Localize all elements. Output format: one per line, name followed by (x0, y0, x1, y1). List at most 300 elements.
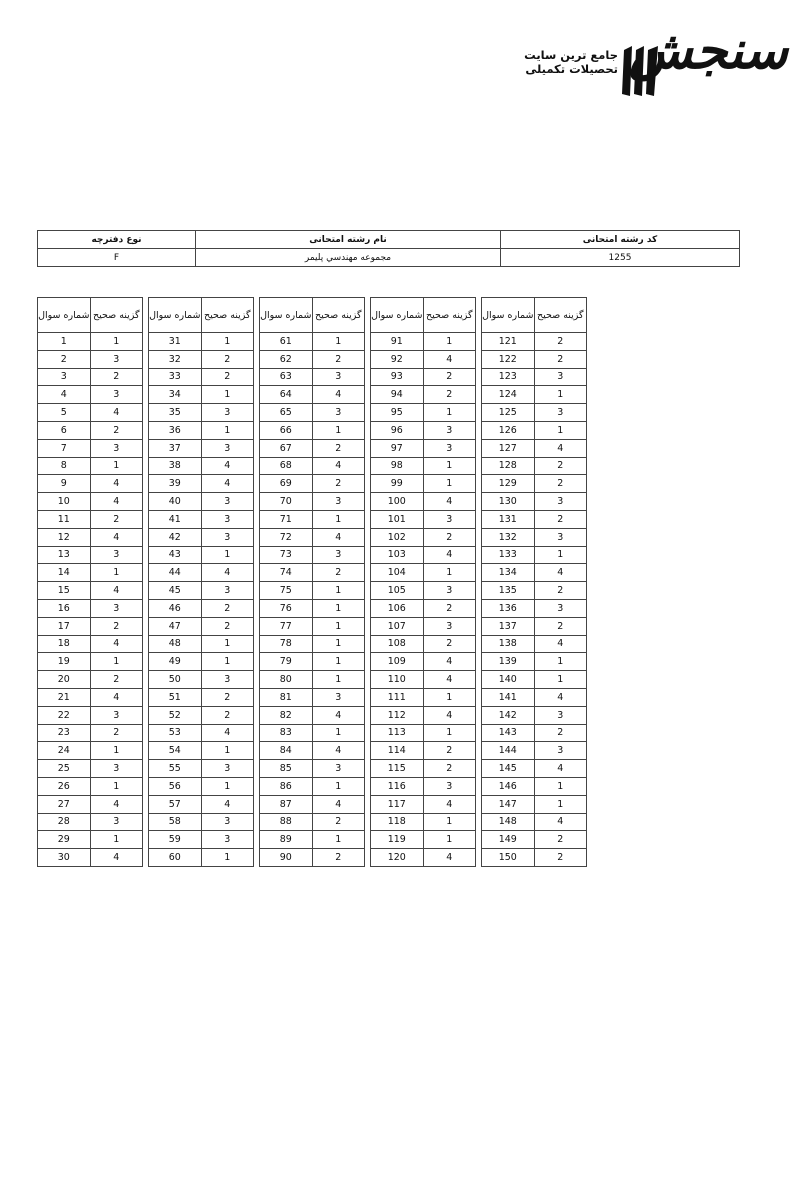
table-row (371, 635, 476, 653)
correct-answer: 4 (312, 706, 364, 724)
correct-answer-header: گزینه صحیح (312, 298, 364, 333)
table-row (371, 368, 476, 386)
correct-answer: 4 (423, 706, 475, 724)
correct-answer: 3 (534, 742, 586, 760)
question-number: 38 (149, 457, 202, 475)
table-row (149, 849, 254, 867)
question-number: 144 (482, 742, 535, 760)
table-row (149, 546, 254, 564)
correct-answer: 1 (423, 564, 475, 582)
table-row (38, 617, 143, 635)
correct-answer: 3 (201, 510, 253, 528)
question-number: 132 (482, 528, 535, 546)
question-number: 118 (371, 813, 424, 831)
correct-answer: 2 (312, 813, 364, 831)
question-number: 137 (482, 617, 535, 635)
correct-answer: 4 (201, 795, 253, 813)
question-number: 68 (260, 457, 313, 475)
correct-answer: 2 (534, 617, 586, 635)
correct-answer-header: گزینه صحیح (90, 298, 142, 333)
table-row (38, 493, 143, 511)
table-row (371, 404, 476, 422)
table-row (371, 671, 476, 689)
question-number: 104 (371, 564, 424, 582)
question-number: 49 (149, 653, 202, 671)
question-number: 121 (482, 333, 535, 351)
correct-answer: 1 (312, 653, 364, 671)
correct-answer: 2 (90, 421, 142, 439)
question-number: 14 (38, 564, 91, 582)
answer-block (37, 297, 143, 867)
question-number: 65 (260, 404, 313, 422)
question-number: 10 (38, 493, 91, 511)
question-number: 140 (482, 671, 535, 689)
table-row (371, 510, 476, 528)
table-row (482, 564, 587, 582)
table-row (482, 386, 587, 404)
correct-answer: 2 (534, 457, 586, 475)
question-number: 45 (149, 582, 202, 600)
correct-answer: 2 (90, 368, 142, 386)
question-number: 106 (371, 599, 424, 617)
table-row (371, 546, 476, 564)
question-number: 53 (149, 724, 202, 742)
question-number: 60 (149, 849, 202, 867)
table-row (260, 706, 365, 724)
question-number: 145 (482, 760, 535, 778)
question-number: 112 (371, 706, 424, 724)
question-number: 44 (149, 564, 202, 582)
correct-answer: 4 (534, 564, 586, 582)
question-number: 129 (482, 475, 535, 493)
question-number-header: شماره سوال (38, 298, 91, 333)
correct-answer: 1 (534, 671, 586, 689)
table-row (482, 528, 587, 546)
table-row (38, 760, 143, 778)
correct-answer: 4 (534, 688, 586, 706)
table-row (371, 421, 476, 439)
correct-answer: 1 (312, 421, 364, 439)
question-number: 131 (482, 510, 535, 528)
question-number: 80 (260, 671, 313, 689)
question-number: 31 (149, 333, 202, 351)
question-number: 146 (482, 777, 535, 795)
correct-answer: 3 (201, 528, 253, 546)
question-number: 83 (260, 724, 313, 742)
table-row (149, 421, 254, 439)
correct-answer: 4 (423, 493, 475, 511)
correct-answer: 2 (534, 849, 586, 867)
question-number: 74 (260, 564, 313, 582)
question-number: 42 (149, 528, 202, 546)
correct-answer: 2 (423, 368, 475, 386)
correct-answer: 4 (312, 528, 364, 546)
correct-answer: 1 (534, 777, 586, 795)
question-number: 115 (371, 760, 424, 778)
correct-answer: 4 (201, 457, 253, 475)
correct-answer: 1 (423, 688, 475, 706)
table-row (149, 599, 254, 617)
table-row (482, 599, 587, 617)
question-number: 67 (260, 439, 313, 457)
question-number: 119 (371, 831, 424, 849)
table-row (482, 742, 587, 760)
correct-answer: 1 (312, 671, 364, 689)
question-number: 103 (371, 546, 424, 564)
question-number: 138 (482, 635, 535, 653)
question-number: 100 (371, 493, 424, 511)
correct-answer: 3 (90, 546, 142, 564)
question-number: 111 (371, 688, 424, 706)
correct-answer: 1 (90, 777, 142, 795)
correct-answer: 4 (90, 849, 142, 867)
table-row (149, 742, 254, 760)
table-row (260, 546, 365, 564)
correct-answer: 2 (90, 671, 142, 689)
correct-answer: 1 (312, 582, 364, 600)
correct-answer: 2 (201, 350, 253, 368)
correct-answer: 1 (201, 635, 253, 653)
question-number: 77 (260, 617, 313, 635)
table-row (260, 493, 365, 511)
correct-answer: 1 (312, 831, 364, 849)
question-number: 89 (260, 831, 313, 849)
table-row (149, 368, 254, 386)
table-row (371, 724, 476, 742)
question-number: 34 (149, 386, 202, 404)
correct-answer: 3 (534, 528, 586, 546)
answer-block (481, 297, 587, 867)
correct-answer: 4 (201, 724, 253, 742)
field-code-header: کد رشته امتحانی (501, 231, 740, 249)
correct-answer: 3 (90, 813, 142, 831)
correct-answer: 4 (90, 528, 142, 546)
correct-answer: 4 (534, 760, 586, 778)
correct-answer: 1 (423, 475, 475, 493)
table-row (482, 617, 587, 635)
correct-answer: 3 (90, 439, 142, 457)
correct-answer: 3 (90, 350, 142, 368)
correct-answer: 2 (423, 599, 475, 617)
question-number: 22 (38, 706, 91, 724)
table-row (371, 564, 476, 582)
correct-answer: 4 (90, 688, 142, 706)
table-row (38, 831, 143, 849)
correct-answer: 1 (534, 386, 586, 404)
table-row (149, 653, 254, 671)
question-number: 113 (371, 724, 424, 742)
correct-answer: 1 (312, 599, 364, 617)
correct-answer: 3 (534, 404, 586, 422)
table-row (149, 760, 254, 778)
correct-answer: 2 (90, 510, 142, 528)
table-row (371, 849, 476, 867)
correct-answer: 3 (312, 404, 364, 422)
question-number: 17 (38, 617, 91, 635)
table-row (38, 777, 143, 795)
correct-answer: 1 (534, 421, 586, 439)
table-row (260, 671, 365, 689)
correct-answer: 3 (312, 368, 364, 386)
table-row (260, 564, 365, 582)
question-number: 76 (260, 599, 313, 617)
correct-answer: 4 (534, 813, 586, 831)
correct-answer: 1 (312, 510, 364, 528)
question-number: 147 (482, 795, 535, 813)
question-number: 3 (38, 368, 91, 386)
correct-answer: 3 (423, 777, 475, 795)
question-number: 99 (371, 475, 424, 493)
correct-answer: 1 (534, 653, 586, 671)
correct-answer: 1 (90, 742, 142, 760)
correct-answer: 1 (423, 404, 475, 422)
question-number: 75 (260, 582, 313, 600)
question-number: 70 (260, 493, 313, 511)
table-row (371, 333, 476, 351)
question-number: 61 (260, 333, 313, 351)
correct-answer: 1 (90, 564, 142, 582)
question-number: 143 (482, 724, 535, 742)
question-number: 91 (371, 333, 424, 351)
correct-answer: 2 (312, 350, 364, 368)
table-row (149, 724, 254, 742)
table-row (149, 475, 254, 493)
correct-answer: 3 (201, 760, 253, 778)
question-number-header: شماره سوال (260, 298, 313, 333)
correct-answer: 2 (312, 439, 364, 457)
question-number: 51 (149, 688, 202, 706)
correct-answer: 4 (90, 493, 142, 511)
question-number: 28 (38, 813, 91, 831)
table-row (260, 510, 365, 528)
question-number: 82 (260, 706, 313, 724)
correct-answer: 3 (312, 546, 364, 564)
question-number: 50 (149, 671, 202, 689)
question-number: 92 (371, 350, 424, 368)
table-row (260, 635, 365, 653)
table-row (149, 831, 254, 849)
correct-answer: 3 (201, 439, 253, 457)
correct-answer: 3 (201, 582, 253, 600)
question-number-header: شماره سوال (371, 298, 424, 333)
correct-answer: 4 (90, 404, 142, 422)
question-number: 120 (371, 849, 424, 867)
exam-info-table (37, 230, 740, 267)
question-number: 141 (482, 688, 535, 706)
question-number: 15 (38, 582, 91, 600)
correct-answer: 4 (312, 386, 364, 404)
question-number: 33 (149, 368, 202, 386)
correct-answer: 3 (201, 671, 253, 689)
table-row (38, 599, 143, 617)
question-number: 90 (260, 849, 313, 867)
table-row (149, 777, 254, 795)
correct-answer: 2 (90, 724, 142, 742)
correct-answer: 1 (201, 386, 253, 404)
table-row (371, 617, 476, 635)
table-row (149, 706, 254, 724)
field-name-header: نام رشته امتحانی (196, 231, 501, 249)
correct-answer: 3 (90, 386, 142, 404)
question-number: 79 (260, 653, 313, 671)
question-number: 88 (260, 813, 313, 831)
correct-answer: 3 (312, 493, 364, 511)
correct-answer: 4 (90, 475, 142, 493)
table-row (482, 475, 587, 493)
answer-block (148, 297, 254, 867)
question-number: 133 (482, 546, 535, 564)
correct-answer: 1 (312, 724, 364, 742)
correct-answer: 2 (423, 386, 475, 404)
question-number: 78 (260, 635, 313, 653)
table-row (38, 457, 143, 475)
correct-answer: 1 (201, 546, 253, 564)
question-number: 126 (482, 421, 535, 439)
question-number: 23 (38, 724, 91, 742)
table-row (149, 386, 254, 404)
table-row (149, 528, 254, 546)
correct-answer: 3 (423, 582, 475, 600)
table-row (482, 368, 587, 386)
correct-answer: 4 (90, 582, 142, 600)
correct-answer: 1 (312, 617, 364, 635)
table-row (482, 510, 587, 528)
question-number: 97 (371, 439, 424, 457)
correct-answer: 1 (312, 635, 364, 653)
question-number: 20 (38, 671, 91, 689)
table-row (260, 386, 365, 404)
question-number: 7 (38, 439, 91, 457)
correct-answer: 1 (423, 457, 475, 475)
question-number: 1 (38, 333, 91, 351)
correct-answer: 1 (90, 457, 142, 475)
correct-answer: 1 (423, 831, 475, 849)
correct-answer: 4 (423, 350, 475, 368)
question-number: 142 (482, 706, 535, 724)
correct-answer: 4 (423, 795, 475, 813)
table-row (38, 439, 143, 457)
table-row (371, 760, 476, 778)
table-row (260, 368, 365, 386)
table-row (371, 386, 476, 404)
correct-answer: 2 (423, 635, 475, 653)
question-number: 71 (260, 510, 313, 528)
table-row (38, 849, 143, 867)
correct-answer: 2 (201, 617, 253, 635)
question-number: 149 (482, 831, 535, 849)
table-row (149, 350, 254, 368)
table-row (260, 582, 365, 600)
correct-answer: 2 (201, 706, 253, 724)
table-row (38, 635, 143, 653)
question-number-header: شماره سوال (149, 298, 202, 333)
table-row (38, 724, 143, 742)
correct-answer: 2 (201, 599, 253, 617)
question-number: 21 (38, 688, 91, 706)
logo-brand: سنجش (628, 20, 788, 81)
question-number: 9 (38, 475, 91, 493)
table-row (38, 350, 143, 368)
question-number: 134 (482, 564, 535, 582)
question-number: 32 (149, 350, 202, 368)
question-number: 135 (482, 582, 535, 600)
table-row (38, 333, 143, 351)
correct-answer: 1 (534, 795, 586, 813)
table-row (260, 475, 365, 493)
correct-answer: 3 (90, 706, 142, 724)
table-row (371, 831, 476, 849)
question-number: 73 (260, 546, 313, 564)
question-number: 40 (149, 493, 202, 511)
question-number: 101 (371, 510, 424, 528)
correct-answer: 4 (90, 795, 142, 813)
table-row (482, 849, 587, 867)
question-number: 48 (149, 635, 202, 653)
table-row (260, 760, 365, 778)
correct-answer: 3 (201, 493, 253, 511)
correct-answer: 1 (312, 333, 364, 351)
table-row (260, 599, 365, 617)
correct-answer: 1 (90, 333, 142, 351)
question-number: 98 (371, 457, 424, 475)
table-row (260, 350, 365, 368)
table-row (260, 653, 365, 671)
question-number: 26 (38, 777, 91, 795)
table-row (260, 421, 365, 439)
correct-answer: 4 (312, 457, 364, 475)
question-number: 114 (371, 742, 424, 760)
question-number: 108 (371, 635, 424, 653)
table-row (371, 777, 476, 795)
question-number: 136 (482, 599, 535, 617)
question-number: 105 (371, 582, 424, 600)
table-row (371, 653, 476, 671)
correct-answer: 1 (423, 333, 475, 351)
answer-block (370, 297, 476, 867)
question-number: 43 (149, 546, 202, 564)
table-row (260, 831, 365, 849)
table-row (482, 813, 587, 831)
table-row (371, 688, 476, 706)
table-row (482, 457, 587, 475)
table-row (371, 582, 476, 600)
correct-answer: 2 (423, 742, 475, 760)
question-number: 72 (260, 528, 313, 546)
question-number: 25 (38, 760, 91, 778)
correct-answer: 4 (201, 564, 253, 582)
table-row (482, 653, 587, 671)
question-number: 62 (260, 350, 313, 368)
question-number: 69 (260, 475, 313, 493)
correct-answer: 2 (423, 528, 475, 546)
question-number: 127 (482, 439, 535, 457)
question-number: 117 (371, 795, 424, 813)
question-number: 130 (482, 493, 535, 511)
table-row (482, 706, 587, 724)
table-row (260, 688, 365, 706)
correct-answer: 3 (534, 599, 586, 617)
booklet-type-value: F (38, 249, 196, 267)
table-row (260, 333, 365, 351)
table-row (371, 457, 476, 475)
correct-answer: 3 (423, 439, 475, 457)
question-number: 63 (260, 368, 313, 386)
table-row (149, 493, 254, 511)
correct-answer: 4 (90, 635, 142, 653)
table-row (482, 546, 587, 564)
question-number: 110 (371, 671, 424, 689)
question-number: 46 (149, 599, 202, 617)
